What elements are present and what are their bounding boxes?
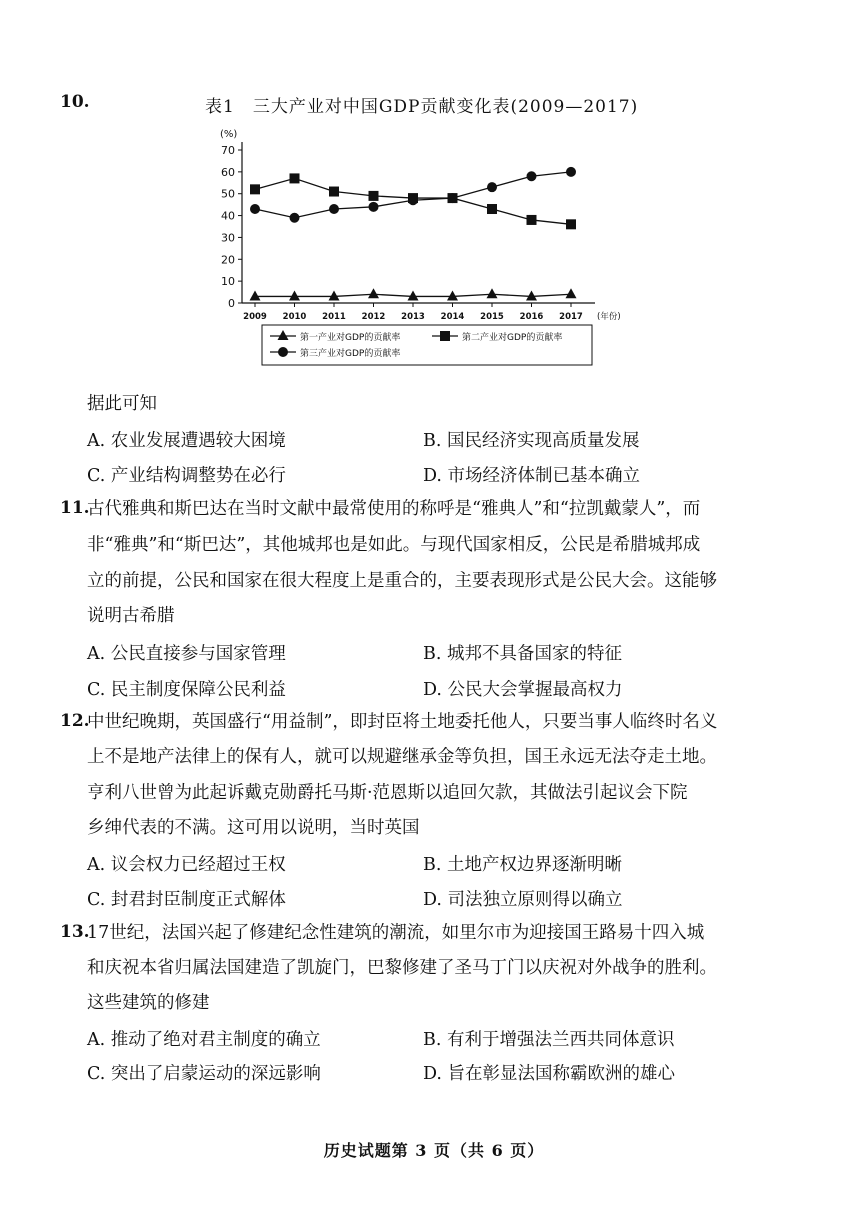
q13-option-a[interactable]: A. 推动了绝对君主制度的确立 — [87, 1030, 321, 1050]
data-point-triangle — [250, 290, 261, 300]
data-point-circle — [566, 167, 576, 177]
q12-line-4: 乡绅代表的不满。这可用以说明，当时英国 — [87, 818, 420, 838]
question-13-number: 13. — [60, 922, 90, 942]
data-point-triangle — [408, 290, 419, 300]
x-tick-label: 2015 — [480, 312, 504, 322]
x-tick-label: 2014 — [440, 312, 465, 322]
x-tick-label: 2010 — [282, 312, 307, 322]
q11-option-b[interactable]: B. 城邦不具备国家的特征 — [423, 644, 622, 664]
data-point-circle — [250, 204, 260, 214]
data-point-square — [329, 187, 339, 197]
x-tick-label: 2013 — [401, 312, 425, 322]
table-1-title: 表1 三大产业对中国GDP贡献变化表(2009—2017) — [205, 97, 639, 117]
x-tick-label: 2012 — [361, 312, 386, 322]
legend-label: 第一产业对GDP的贡献率 — [300, 333, 401, 343]
data-point-circle — [527, 171, 537, 181]
q11-option-a[interactable]: A. 公民直接参与国家管理 — [87, 644, 286, 664]
q13-option-d[interactable]: D. 旨在彰显法国称霸欧洲的雄心 — [423, 1064, 676, 1084]
q13-option-c[interactable]: C. 突出了启蒙运动的深远影响 — [87, 1064, 321, 1084]
data-point-triangle — [487, 288, 498, 298]
data-point-triangle — [289, 290, 300, 300]
data-point-square — [250, 184, 260, 194]
q12-line-2: 上不是地产法律上的保有人，就可以规避继承金等负担，国王永远无法夺走土地。 — [87, 747, 717, 767]
q10-option-b[interactable]: B. 国民经济实现高质量发展 — [423, 431, 640, 451]
legend-marker-circle — [278, 347, 288, 357]
q10-option-d[interactable]: D. 市场经济体制已基本确立 — [423, 466, 641, 486]
data-point-square — [527, 215, 537, 225]
q12-line-3: 亨利八世曾为此起诉戴克勋爵托马斯·范恩斯以追回欠款，其做法引起议会下院 — [87, 783, 688, 803]
x-tick-label: 2009 — [243, 312, 267, 322]
legend-marker-triangle — [278, 330, 289, 340]
q13-line-3: 这些建筑的修建 — [87, 993, 210, 1013]
q11-option-d[interactable]: D. 公民大会掌握最高权力 — [423, 680, 623, 700]
data-point-circle — [369, 202, 379, 212]
question-11-number: 11. — [60, 498, 90, 518]
page-footer: 历史试题第 3 页（共 6 页） — [323, 1141, 545, 1160]
q10-stem: 据此可知 — [87, 394, 157, 414]
data-point-triangle — [526, 290, 537, 300]
q11-line-4: 说明古希腊 — [87, 606, 175, 626]
q12-line-1: 中世纪晚期，英国盛行“用益制”，即封臣将土地委托他人，只要当事人临终时名义 — [87, 712, 718, 732]
question-12-number: 12. — [60, 711, 90, 731]
legend-label: 第二产业对GDP的贡献率 — [462, 333, 563, 343]
data-point-circle — [290, 213, 300, 223]
q13-line-1: 17世纪，法国兴起了修建纪念性建筑的潮流，如里尔市为迎接国王路易十四入城 — [87, 923, 705, 943]
q11-option-c[interactable]: C. 民主制度保障公民利益 — [87, 680, 286, 700]
data-point-triangle — [368, 288, 379, 298]
q11-line-1: 古代雅典和斯巴达在当时文献中最常使用的称呼是“雅典人”和“拉凯戴蒙人”，而 — [87, 499, 701, 519]
data-point-triangle — [329, 290, 340, 300]
q12-option-c[interactable]: C. 封君封臣制度正式解体 — [87, 890, 286, 910]
question-10-number: 10. — [60, 92, 90, 112]
y-tick-label: 70 — [221, 144, 235, 157]
legend-marker-square — [440, 331, 450, 341]
data-point-circle — [487, 182, 497, 192]
x-axis-label: (年份) — [597, 312, 621, 322]
q12-option-a[interactable]: A. 议会权力已经超过王权 — [87, 855, 286, 875]
x-tick-label: 2017 — [559, 312, 583, 322]
data-point-circle — [408, 195, 418, 205]
x-tick-label: 2011 — [322, 312, 346, 322]
x-tick-label: 2016 — [519, 312, 544, 322]
q11-line-2: 非“雅典”和“斯巴达”，其他城邦也是如此。与现代国家相反，公民是希腊城邦成 — [87, 535, 701, 555]
y-tick-label: 60 — [221, 165, 235, 179]
data-point-square — [566, 219, 576, 229]
data-point-square — [290, 173, 300, 183]
chart-svg — [210, 125, 630, 370]
y-tick-label: 20 — [221, 253, 235, 267]
data-point-square — [369, 191, 379, 201]
y-tick-label: 50 — [221, 187, 235, 201]
data-point-circle — [448, 193, 458, 203]
data-point-circle — [329, 204, 339, 214]
data-point-triangle — [566, 288, 577, 298]
gdp-contribution-chart — [210, 125, 630, 370]
y-tick-label: 0 — [228, 297, 235, 310]
q13-line-2: 和庆祝本省归属法国建造了凯旋门，巴黎修建了圣马丁门以庆祝对外战争的胜利。 — [87, 958, 717, 978]
legend-label: 第三产业对GDP的贡献率 — [300, 349, 401, 359]
y-axis-label: (%) — [220, 129, 238, 140]
y-tick-label: 40 — [221, 209, 235, 223]
q13-option-b[interactable]: B. 有利于增强法兰西共同体意识 — [423, 1030, 675, 1050]
legend-box — [262, 325, 592, 365]
q12-option-d[interactable]: D. 司法独立原则得以确立 — [423, 890, 623, 910]
y-tick-label: 30 — [221, 231, 235, 245]
q12-option-b[interactable]: B. 土地产权边界逐渐明晰 — [423, 855, 622, 875]
data-point-square — [487, 204, 497, 214]
q10-option-c[interactable]: C. 产业结构调整势在必行 — [87, 466, 286, 486]
y-tick-label: 10 — [221, 275, 235, 289]
q10-option-a[interactable]: A. 农业发展遭遇较大困境 — [87, 431, 286, 451]
data-point-triangle — [447, 290, 458, 300]
q11-line-3: 立的前提，公民和国家在很大程度上是重合的，主要表现形式是公民大会。这能够 — [87, 571, 717, 591]
